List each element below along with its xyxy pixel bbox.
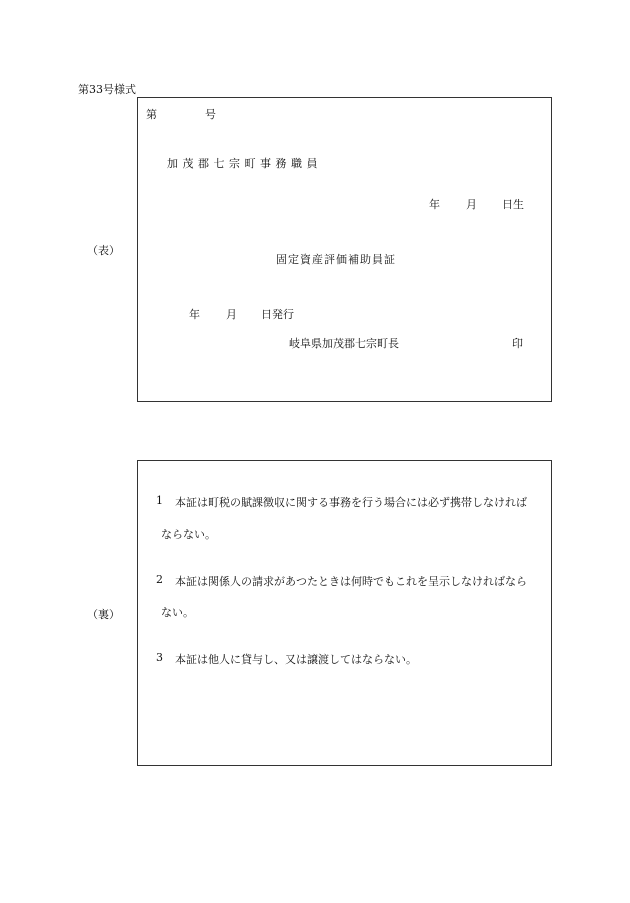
form-number: 第33号様式 [78,83,136,96]
note-3-text: 本証は他人に貸与し、又は譲渡してはならない。 [175,653,417,666]
birth-month-label: 月 [466,198,477,211]
certificate-number-suffix: 号 [205,108,216,121]
issue-year-label: 年 [189,308,200,321]
birth-day-label: 日生 [502,198,524,211]
issue-day-label: 日発行 [261,308,294,321]
seal-mark: 印 [512,337,523,350]
note-2-continuation: ない。 [161,606,194,619]
front-card [137,97,552,402]
note-1-text: 本証は町税の賦課徴収に関する事務を行う場合には必ず携帯しなければ [175,496,527,509]
back-card [137,460,552,766]
note-1-continuation: ならない。 [161,528,216,541]
note-3-number: 3 [156,651,163,664]
issuer-name: 岐阜県加茂郡七宗町長 [289,337,399,350]
certificate-number-prefix: 第 [146,108,157,121]
birth-year-label: 年 [429,198,440,211]
note-2-number: 2 [156,573,163,586]
certificate-title: 固定資産評価補助員証 [276,253,396,266]
front-side-label: （表） [87,244,120,257]
issue-month-label: 月 [226,308,237,321]
back-side-label: （裏） [87,608,120,621]
affiliation-text: 加茂郡七宗町事務職員 [167,157,322,170]
note-1-number: 1 [156,494,163,507]
note-2-text: 本証は関係人の請求があつたときは何時でもこれを呈示しなければなら [175,575,527,588]
